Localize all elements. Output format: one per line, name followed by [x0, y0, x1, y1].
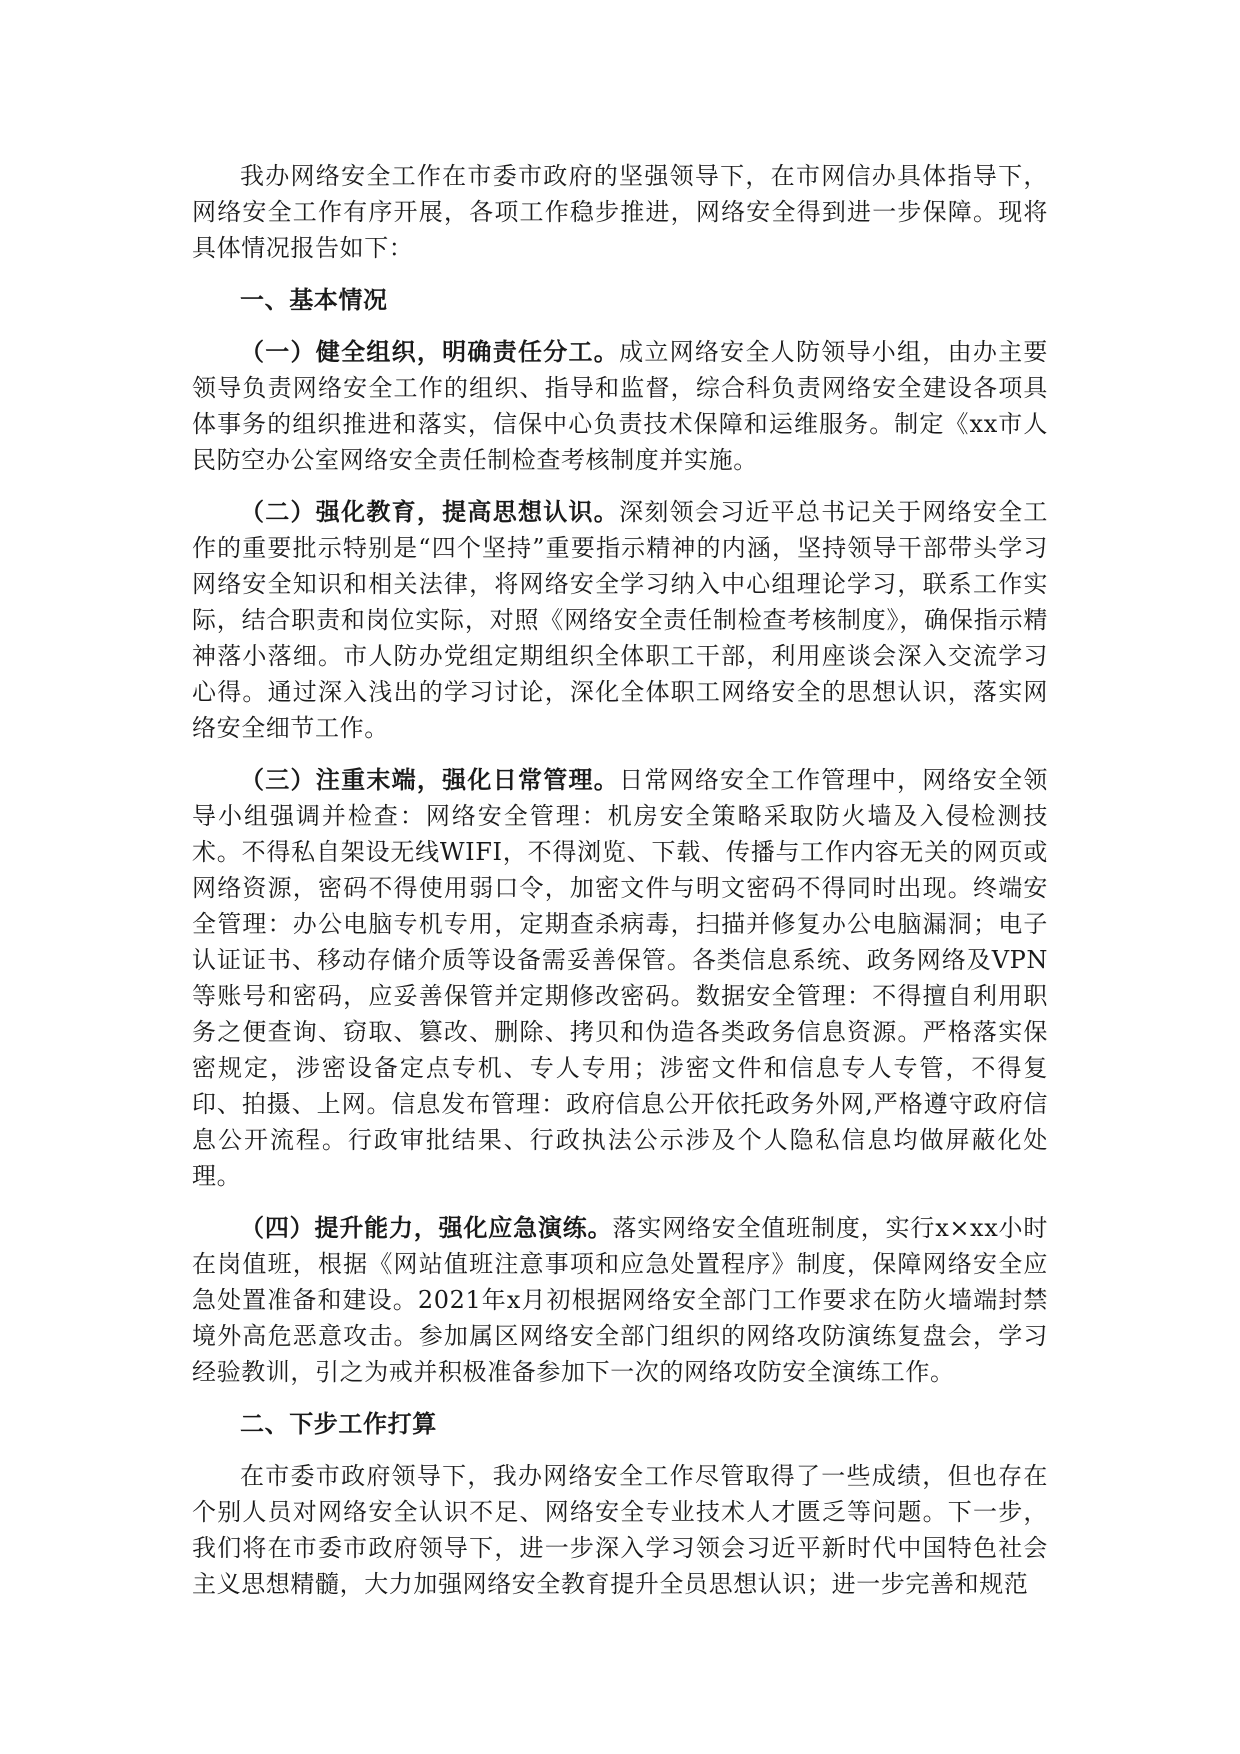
item-lead-daily-management: （三）注重末端，强化日常管理。	[240, 766, 620, 794]
item-body-organization: 成立网络安全人防领导小组，由办主要领导负责网络安全工作的组织、指导和监督，综合科负责网络安全建设各项具体事务的组织推进和落实，信保中心负责技术保障和运维服务。制定《xx市人民防空办公室网络安全责任制检查考核制度并实施。	[192, 338, 1048, 474]
item-body-education: 深刻领会习近平总书记关于网络安全工作的重要批示特别是“四个坚持”重要指示精神的内涵，坚持领导干部带头学习网络安全知识和相关法律，将网络安全学习纳入中心组理论学习，联系工作实际，结合职责和岗位实际，对照《网络安全责任制检查考核制度》，确保指示精神落小落细。市人防办党组定期组织全体职工干部，利用座谈会深入交流学习心得。通过深入浅出的学习讨论，深化全体职工网络安全的思想认识，落实网络安全细节工作。	[192, 498, 1048, 742]
document-page	[192, 158, 1048, 1618]
item-lead-education: （二）强化教育，提高思想认识。	[240, 498, 620, 526]
closing-paragraph: 在市委市政府领导下，我办网络安全工作尽管取得了一些成绩，但也存在个别人员对网络安全认识不足、网络安全专业技术人才匮乏等问题。下一步，我们将在市委市政府领导下，进一步深入学习领会习近平新时代中国特色社会主义思想精髓，大力加强网络安全教育提升全员思想认识；进一步完善和规范	[192, 1462, 1048, 1598]
item-body-daily-management: 日常网络安全工作管理中，网络安全领导小组强调并检查：网络安全管理：机房安全策略采取防火墙及入侵检测技术。不得私自架设无线WIFI，不得浏览、下载、传播与工作内容无关的网页或网络资源，密码不得使用弱口令，加密文件与明文密码不得同时出现。终端安全管理：办公电脑专机专用，定期查杀病毒，扫描并修复办公电脑漏洞；电子认证证书、移动存储介质等设备需妥善保管。各类信息系统、政务网络及VPN等账号和密码，应妥善保管并定期修改密码。数据安全管理：不得擅自利用职务之便查询、窃取、篡改、删除、拷贝和伪造各类政务信息资源。严格落实保密规定，涉密设备定点专机、专人专用；涉密文件和信息专人专管，不得复印、拍摄、上网。信息发布管理：政府信息公开依托政务外网,严格遵守政府信息公开流程。行政审批结果、行政执法公示涉及个人隐私信息均做屏蔽化处理。	[192, 766, 1048, 1190]
section-heading-basic-situation: 一、基本情况	[240, 286, 388, 314]
item-body-emergency-drill: 落实网络安全值班制度，实行x×xx小时在岗值班，根据《网站值班注意事项和应急处置程序》制度，保障网络安全应急处置准备和建设。2021年x月初根据网络安全部门工作要求在防火墙端封禁境外高危恶意攻击。参加属区网络安全部门组织的网络攻防演练复盘会，学习经验教训，引之为戒并积极准备参加下一次的网络攻防安全演练工作。	[192, 1214, 1048, 1386]
item-lead-emergency-drill: （四）提升能力，强化应急演练。	[240, 1214, 613, 1242]
item-paragraph-daily-management	[192, 762, 1048, 1194]
item-paragraph-organization	[192, 334, 1048, 478]
item-paragraph-emergency-drill	[192, 1210, 1048, 1390]
intro-paragraph: 我办网络安全工作在市委市政府的坚强领导下，在市网信办具体指导下，网络安全工作有序开展，各项工作稳步推进，网络安全得到进一步保障。现将具体情况报告如下：	[192, 162, 1048, 262]
item-lead-organization: （一）健全组织，明确责任分工。	[240, 338, 620, 366]
section-heading-next-steps: 二、下步工作打算	[240, 1410, 437, 1438]
item-paragraph-education	[192, 494, 1048, 746]
